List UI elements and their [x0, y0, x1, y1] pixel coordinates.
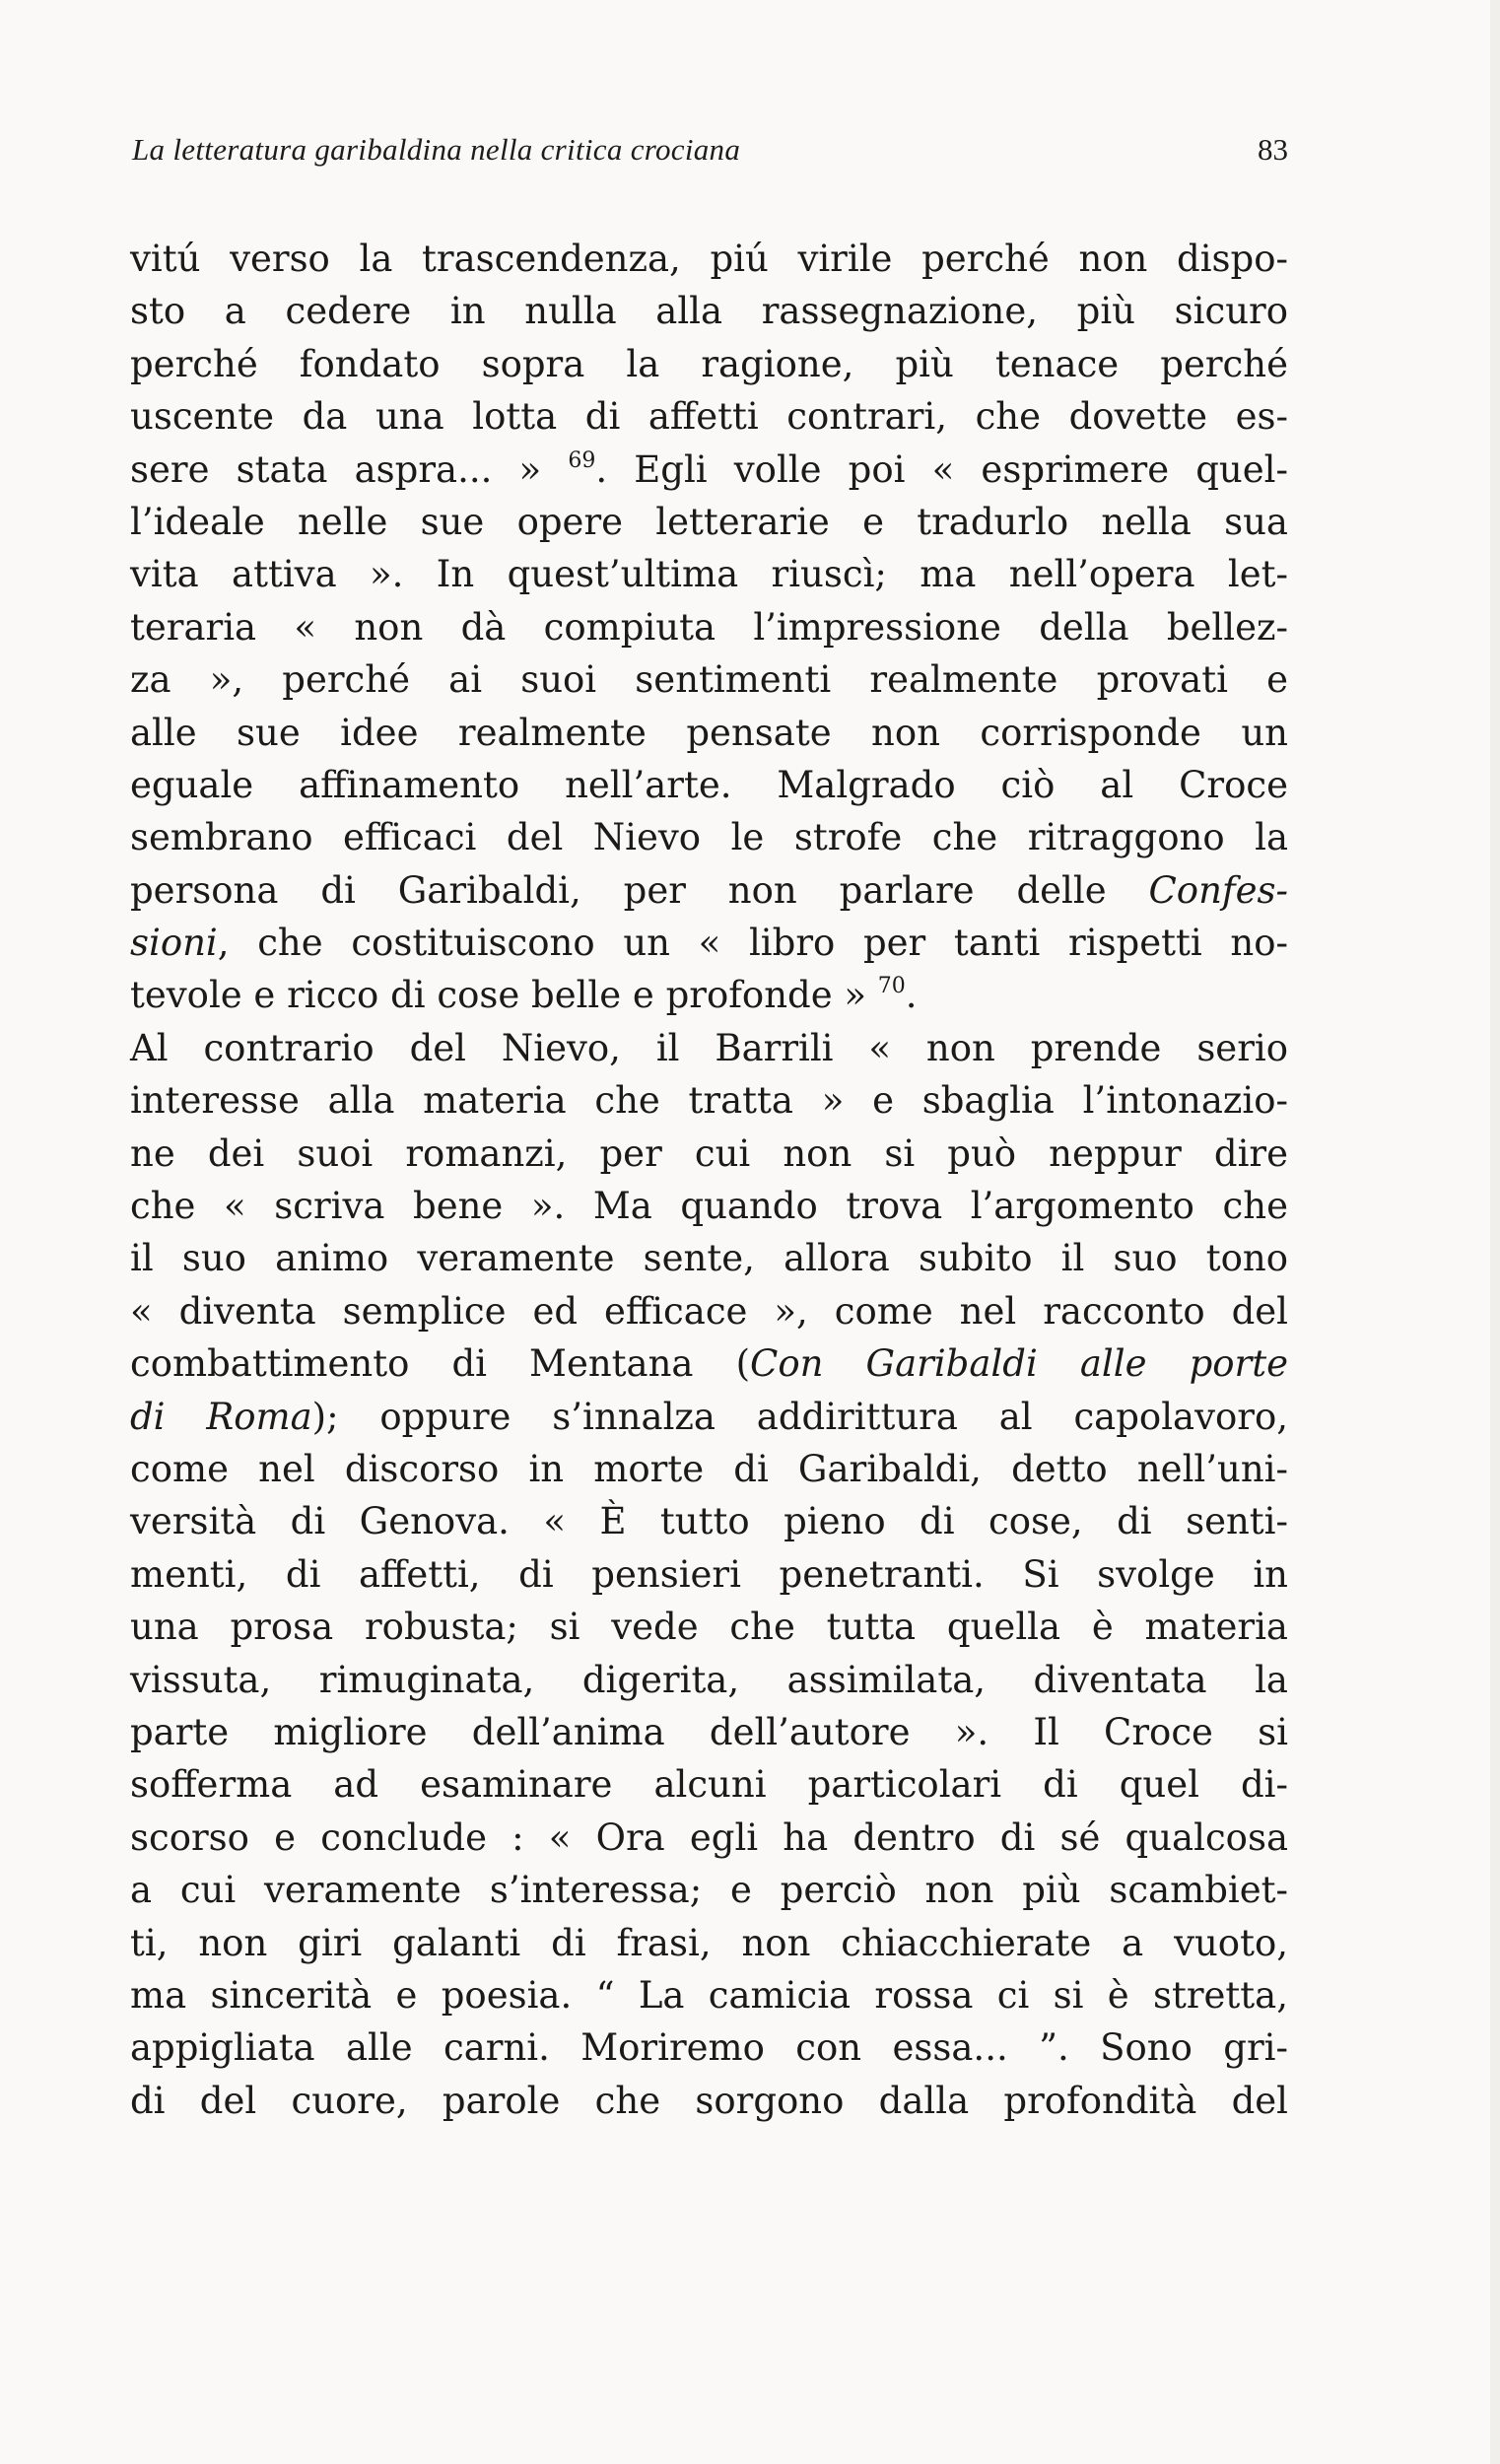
- text-run: ti, non giri galanti di frasi, non chiacchierate a vuoto,: [130, 1921, 1288, 1964]
- text-run: persona di Garibaldi, per non parlare delle: [130, 868, 1149, 912]
- text-line: [130, 1391, 1288, 1443]
- page-number: 83: [1258, 132, 1288, 167]
- text-line: [130, 1812, 1288, 1864]
- italic-text: di Roma: [130, 1395, 312, 1438]
- text-line: [130, 1232, 1288, 1284]
- text-line: [130, 1128, 1288, 1180]
- text-line: [130, 707, 1288, 759]
- text-line: [130, 390, 1288, 443]
- text-line: [130, 1285, 1288, 1337]
- text-run: perché fondato sopra la ragione, più tenace perché: [130, 342, 1288, 385]
- text-line: [130, 1969, 1288, 2021]
- text-line: [130, 1337, 1288, 1390]
- text-run: sto a cedere in nulla alla rassegnazione, più sicuro: [130, 290, 1288, 333]
- text-line: [130, 969, 1288, 1021]
- text-line: [130, 1758, 1288, 1811]
- text-run: una prosa robusta; si vede che tutta quella è materia: [130, 1606, 1288, 1649]
- text-run: il suo animo veramente sente, allora subito il suo tono: [130, 1237, 1288, 1280]
- text-run: menti, di affetti, di pensieri penetranti. Si svolge in: [130, 1552, 1288, 1596]
- text-line: [130, 1074, 1288, 1127]
- text-run: di del cuore, parole che sorgono dalla profondità del: [130, 2079, 1288, 2122]
- text-run: vita attiva ». In quest’ultima riuscì; ma nell’opera let-: [130, 553, 1288, 596]
- text-run: vissuta, rimuginata, digerita, assimilata, diventata la: [130, 1658, 1288, 1701]
- text-line: [130, 864, 1288, 917]
- text-line: [130, 496, 1288, 548]
- italic-text: Con Garibaldi alle porte: [750, 1342, 1288, 1386]
- text-run: ne dei suoi romanzi, per cui non si può neppur dire: [130, 1131, 1288, 1175]
- footnote-marker: 70: [877, 974, 906, 999]
- text-line: [130, 1495, 1288, 1547]
- text-run: combattimento di Mentana (: [130, 1342, 751, 1386]
- text-run: , che costituiscono un « libro per tanti rispetti no-: [217, 922, 1288, 965]
- italic-text: Confes-: [1148, 868, 1288, 912]
- text-line: [130, 759, 1288, 811]
- text-line: [130, 601, 1288, 653]
- text-run: « diventa semplice ed efficace », come nel racconto del: [130, 1289, 1288, 1333]
- text-line: [130, 1917, 1288, 1969]
- text-line: [130, 1443, 1288, 1495]
- text-run: Al contrario del Nievo, il Barrili « non prende serio: [130, 1026, 1288, 1069]
- text-run: za », perché ai suoi sentimenti realmente provati e: [130, 658, 1288, 702]
- text-line: [130, 233, 1288, 285]
- text-run: vitú verso la trascendenza, piú virile perché non dispo-: [130, 238, 1288, 280]
- text-line: [130, 285, 1288, 337]
- text-line: [130, 1864, 1288, 1916]
- text-run: scorso e conclude : « Ora egli ha dentro di sé qualcosa: [130, 1815, 1288, 1859]
- footnote-marker: 69: [568, 447, 596, 473]
- text-run: sofferma ad esaminare alcuni particolari di quel di-: [130, 1763, 1288, 1807]
- italic-text: sioni: [130, 922, 218, 965]
- text-run: sere stata aspra... »: [130, 447, 569, 491]
- text-run: alle sue idee realmente pensate non corrisponde un: [130, 711, 1288, 754]
- text-run: appigliata alle carni. Moriremo con essa... ”. Sono gri-: [130, 2026, 1288, 2070]
- text-run: come nel discorso in morte di Garibaldi, detto nell’uni-: [130, 1447, 1288, 1490]
- text-line: [130, 2075, 1288, 2127]
- text-run: sembrano efficaci del Nievo le strofe che ritraggono la: [130, 816, 1288, 859]
- text-run: ma sincerità e poesia. “ La camicia rossa ci si è stretta,: [130, 1973, 1288, 2017]
- text-line: [130, 1654, 1288, 1706]
- text-line: [130, 338, 1288, 390]
- running-title: La letteratura garibaldina nella critica crociana: [132, 132, 741, 167]
- text-run: uscente da una lotta di affetti contrari, che dovette es-: [130, 395, 1288, 439]
- text-line: [130, 811, 1288, 863]
- text-run: teraria « non dà compiuta l’impressione della bellez-: [130, 605, 1288, 649]
- text-run: l’ideale nelle sue opere letterarie e tradurlo nella sua: [130, 500, 1288, 543]
- text-line: [130, 444, 1288, 496]
- text-run: tevole e ricco di cose belle e profonde »: [130, 974, 878, 1017]
- text-run: . Egli volle poi « esprimere quel-: [595, 447, 1288, 491]
- text-run: versità di Genova. « È tutto pieno di cose, di senti-: [130, 1500, 1288, 1543]
- text-line: [130, 1601, 1288, 1653]
- text-run: .: [905, 974, 918, 1017]
- text-line: [130, 2021, 1288, 2074]
- text-run: che « scriva bene ». Ma quando trova l’argomento che: [130, 1185, 1288, 1228]
- text-run: interesse alla materia che tratta » e sbaglia l’intonazio-: [130, 1079, 1288, 1123]
- text-line: [130, 917, 1288, 969]
- running-head: [130, 132, 1288, 179]
- text-run: ); oppure s’innalza addirittura al capolavoro,: [311, 1395, 1288, 1438]
- body-text: [130, 233, 1288, 2127]
- text-run: parte migliore dell’anima dell’autore ». Il Croce si: [130, 1710, 1288, 1753]
- text-line: [130, 1706, 1288, 1758]
- text-run: eguale affinamento nell’arte. Malgrado ciò al Croce: [130, 763, 1288, 806]
- text-line: [130, 1548, 1288, 1601]
- text-run: a cui veramente s’interessa; e perciò non più scambiet-: [130, 1869, 1288, 1912]
- text-line: [130, 548, 1288, 600]
- text-line: [130, 1180, 1288, 1232]
- text-line: [130, 1022, 1288, 1074]
- text-line: [130, 653, 1288, 706]
